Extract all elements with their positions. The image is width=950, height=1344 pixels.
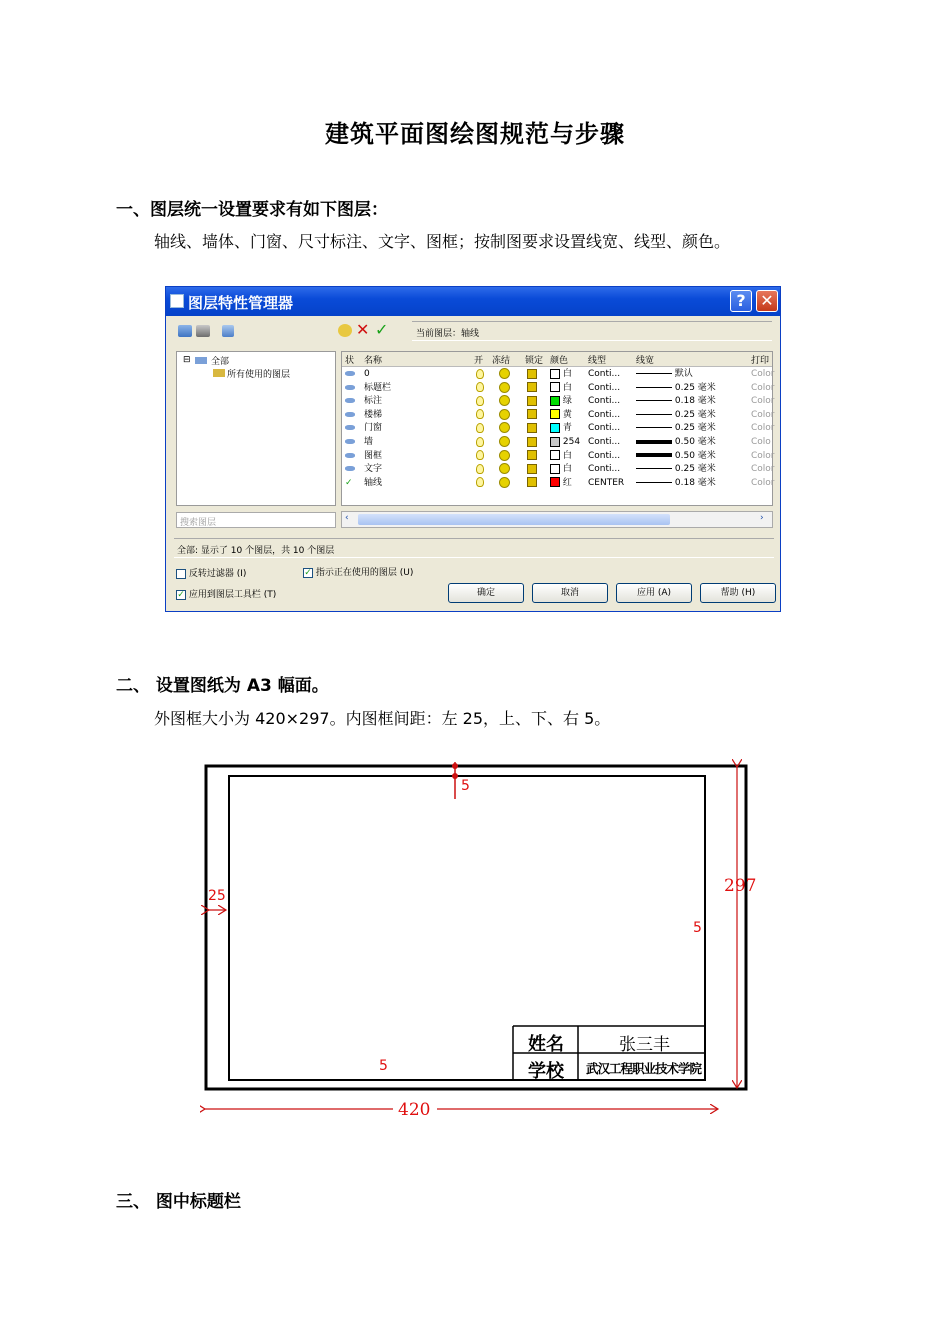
color-name: 绿 — [562, 396, 572, 407]
grid-cell — [345, 436, 355, 449]
lineweight-sample — [636, 482, 672, 483]
tb-school-value: 武汉工程职业技术学院 — [586, 1061, 702, 1076]
color-name: 黄 — [562, 409, 572, 420]
on-bulb-icon[interactable] — [476, 396, 484, 406]
apply-button[interactable]: 应用 (A) — [616, 583, 692, 603]
grid-cell — [751, 382, 775, 395]
grid-cell — [476, 477, 484, 490]
layer-name: 标注 — [364, 396, 383, 407]
show-used-checkbox[interactable] — [303, 565, 413, 578]
thaw-sun-icon[interactable] — [499, 409, 510, 420]
color-swatch[interactable] — [550, 464, 560, 474]
layer-row[interactable] — [342, 422, 774, 436]
thaw-sun-icon[interactable] — [499, 463, 510, 474]
grid-cell — [364, 368, 370, 381]
color-swatch[interactable] — [550, 437, 560, 447]
color-name: 254 — [562, 437, 581, 447]
on-bulb-icon[interactable] — [476, 382, 484, 392]
column-header-4[interactable]: 锁定 — [525, 356, 544, 366]
lineweight-sample — [636, 440, 672, 444]
color-swatch[interactable] — [550, 409, 560, 419]
column-header-2[interactable]: 开 — [474, 356, 484, 366]
linetype[interactable]: Conti... — [588, 423, 621, 434]
section3-heading: 三、 图中标题栏 — [116, 1192, 241, 1212]
linetype[interactable]: Conti... — [588, 382, 621, 393]
delete-layer-icon[interactable]: ✕ — [356, 320, 370, 339]
grid-cell — [364, 436, 373, 449]
new-group-filter-icon[interactable] — [196, 325, 210, 337]
linetype[interactable]: Conti... — [588, 450, 621, 461]
grid-cell — [636, 368, 693, 381]
lineweight[interactable]: 0.25 毫米 — [674, 409, 716, 420]
grid-cell — [364, 395, 382, 408]
lineweight-sample — [636, 427, 672, 428]
unlock-icon[interactable] — [527, 450, 537, 460]
color-swatch[interactable] — [550, 477, 560, 487]
current-layer-label: 当前图层：轴线 — [416, 329, 480, 339]
grid-cell — [364, 477, 382, 490]
grid-cell — [364, 463, 382, 476]
grid-cell — [364, 450, 382, 463]
color-name: 青 — [562, 423, 572, 434]
grid-cell — [588, 409, 620, 422]
grid-cell — [636, 395, 716, 408]
plot-style: Color — [751, 369, 775, 379]
app-icon — [170, 294, 184, 308]
column-header-3[interactable]: 冻结 — [492, 356, 511, 366]
tree-expander[interactable]: ⊟ — [183, 355, 191, 365]
lineweight[interactable]: 默认 — [674, 369, 693, 379]
state-manager-icon[interactable] — [222, 325, 234, 337]
grid-cell — [636, 436, 716, 449]
grid-cell — [751, 463, 775, 476]
grid-cell — [636, 463, 716, 476]
grid-cell — [499, 382, 510, 395]
tree-item-all[interactable]: 全部 — [211, 357, 230, 367]
apply-toolbar-box[interactable]: ✓ — [177, 589, 185, 600]
on-bulb-icon[interactable] — [476, 369, 484, 379]
grid-cell — [527, 463, 537, 476]
grid-cell — [499, 477, 510, 490]
layer-icon — [345, 453, 355, 458]
cancel-button[interactable]: 取消 — [532, 583, 608, 603]
grid-cell — [751, 395, 775, 408]
layer-row[interactable] — [342, 395, 774, 409]
section1-body: 轴线、墙体、门窗、尺寸标注、文字、图框；按制图要求设置线宽、线型、颜色。 — [154, 232, 731, 251]
grid-cell — [499, 422, 510, 435]
ok-button[interactable]: 确定 — [448, 583, 524, 603]
thaw-sun-icon[interactable] — [499, 436, 510, 447]
grid-cell — [476, 450, 484, 463]
grid-cell — [476, 395, 484, 408]
plot-style: Color — [751, 423, 775, 434]
grid-cell — [636, 422, 716, 435]
grid-cell — [345, 395, 355, 408]
grid-cell — [527, 477, 537, 490]
section1-heading: 一、图层统一设置要求有如下图层： — [116, 200, 388, 220]
new-layer-icon[interactable] — [338, 324, 352, 337]
apply-toolbar-checkbox[interactable] — [176, 587, 276, 600]
color-name: 白 — [562, 369, 572, 379]
layer-name: 轴线 — [364, 477, 383, 488]
invert-filter-checkbox[interactable] — [176, 566, 246, 579]
lineweight[interactable]: 0.18 毫米 — [674, 396, 716, 407]
invert-filter-label: 反转过滤器 (I) — [188, 569, 247, 579]
section2-heading: 二、 设置图纸为 A3 幅面。 — [116, 676, 329, 696]
close-button[interactable]: ✕ — [756, 290, 778, 312]
dim-right: 5 — [693, 920, 702, 936]
thaw-sun-icon[interactable] — [499, 368, 510, 379]
layer-name: 0 — [364, 369, 370, 379]
grid-cell — [751, 436, 771, 449]
tb-name-label: 姓名 — [528, 1034, 564, 1055]
grid-cell — [527, 368, 537, 381]
lineweight-sample — [636, 453, 672, 457]
lineweight-sample — [636, 414, 672, 415]
grid-cell — [499, 395, 510, 408]
layer-name: 门窗 — [364, 423, 383, 434]
layer-icon — [345, 439, 355, 444]
grid-cell — [345, 422, 355, 435]
grid-body — [342, 368, 775, 506]
grid-cell — [345, 368, 355, 381]
on-bulb-icon[interactable] — [476, 450, 484, 460]
layer-row[interactable] — [342, 382, 774, 396]
grid-cell — [476, 368, 484, 381]
plot-style: Color — [751, 396, 775, 407]
color-name: 红 — [562, 477, 572, 488]
grid-cell — [588, 395, 620, 408]
thaw-sun-icon[interactable] — [499, 422, 510, 433]
layer-name: 标题栏 — [364, 382, 392, 393]
grid-cell — [588, 382, 620, 395]
grid-cell — [345, 477, 353, 490]
layer-name: 文字 — [364, 464, 383, 475]
layer-name: 图框 — [364, 450, 383, 461]
on-bulb-icon[interactable] — [476, 437, 484, 447]
dim-width: 420 — [398, 1100, 431, 1120]
layer-icon — [345, 385, 355, 390]
grid-cell — [476, 463, 484, 476]
layer-row[interactable] — [342, 409, 774, 423]
linetype[interactable]: Conti... — [588, 369, 621, 379]
unlock-icon[interactable] — [527, 423, 537, 433]
grid-cell — [550, 436, 580, 449]
grid-cell — [499, 409, 510, 422]
grid-cell — [364, 382, 391, 395]
on-bulb-icon[interactable] — [476, 409, 484, 419]
color-swatch[interactable] — [550, 382, 560, 392]
grid-cell — [550, 382, 572, 395]
layer-name: 墙 — [364, 437, 374, 447]
filter-icon — [213, 369, 225, 377]
linetype[interactable]: Conti... — [588, 437, 621, 447]
unlock-icon[interactable] — [527, 382, 537, 392]
layer-row[interactable] — [342, 368, 774, 382]
thaw-sun-icon[interactable] — [499, 477, 510, 488]
linetype[interactable]: Conti... — [588, 409, 621, 420]
color-swatch[interactable] — [550, 450, 560, 460]
grid-cell — [364, 422, 382, 435]
status-text: 全部: 显示了 10 个图层，共 10 个图层 — [177, 546, 335, 556]
help-button[interactable]: ? — [730, 290, 752, 312]
grid-cell — [588, 450, 620, 463]
grid-cell — [751, 422, 775, 435]
tree-item-used[interactable]: 所有使用的图层 — [227, 370, 291, 380]
plot-style: Colo — [751, 437, 771, 447]
dim-bottom: 5 — [379, 1058, 388, 1074]
dialog-title-bar[interactable] — [166, 287, 780, 316]
lineweight[interactable]: 0.25 毫米 — [674, 382, 716, 393]
on-bulb-icon[interactable] — [476, 464, 484, 474]
layer-row[interactable] — [342, 477, 774, 491]
scroll-thumb[interactable] — [358, 514, 670, 525]
current-layer-bar — [412, 321, 772, 341]
plot-style: Color — [751, 409, 775, 420]
unlock-icon[interactable] — [527, 464, 537, 474]
linetype[interactable]: CENTER — [588, 477, 625, 488]
color-name: 白 — [562, 450, 572, 461]
horizontal-scrollbar[interactable] — [341, 511, 773, 528]
thaw-sun-icon[interactable] — [499, 382, 510, 393]
grid-cell — [550, 463, 572, 476]
lineweight-sample — [636, 400, 672, 401]
grid-cell — [499, 463, 510, 476]
grid-cell — [550, 422, 572, 435]
grid-cell — [345, 382, 355, 395]
grid-cell — [588, 422, 620, 435]
layer-name: 楼梯 — [364, 409, 383, 420]
layer-manager-dialog — [165, 286, 781, 612]
current-check-icon: ✓ — [345, 477, 353, 488]
dim-left: 25 — [208, 888, 226, 904]
grid-cell — [476, 409, 484, 422]
grid-cell — [499, 368, 510, 381]
scroll-right-icon[interactable]: › — [760, 513, 764, 523]
status-bar — [174, 538, 774, 558]
on-bulb-icon[interactable] — [476, 423, 484, 433]
layer-row[interactable] — [342, 450, 774, 464]
grid-cell — [550, 395, 572, 408]
unlock-icon[interactable] — [527, 369, 537, 379]
grid-cell — [476, 382, 484, 395]
grid-header — [342, 352, 772, 367]
layer-icon — [345, 412, 355, 417]
grid-cell — [527, 382, 537, 395]
scroll-left-icon[interactable]: ‹ — [345, 513, 349, 523]
column-header-1[interactable]: 名称 — [364, 356, 383, 366]
grid-cell — [550, 477, 572, 490]
grid-cell — [588, 368, 620, 381]
new-filter-icon[interactable] — [178, 325, 192, 337]
plot-style: Color — [751, 477, 775, 488]
grid-cell — [345, 463, 355, 476]
search-placeholder: 搜索图层 — [180, 518, 217, 528]
grid-cell — [345, 409, 355, 422]
grid-cell — [476, 422, 484, 435]
unlock-icon[interactable] — [527, 396, 537, 406]
grid-cell — [364, 409, 382, 422]
layer-row[interactable] — [342, 436, 774, 450]
lineweight-sample — [636, 387, 672, 388]
dialog-help-button[interactable]: 帮助 (H) — [700, 583, 776, 603]
plot-style: Color — [751, 464, 775, 475]
lineweight[interactable]: 0.25 毫米 — [674, 464, 716, 475]
search-layers-input[interactable] — [176, 512, 336, 528]
layer-icon — [345, 398, 355, 403]
column-header-6[interactable]: 线型 — [588, 356, 607, 366]
grid-cell — [550, 450, 572, 463]
grid-cell — [588, 477, 624, 490]
lineweight[interactable]: 0.50 毫米 — [674, 450, 716, 461]
grid-cell — [636, 382, 716, 395]
thaw-sun-icon[interactable] — [499, 450, 510, 461]
grid-cell — [345, 450, 355, 463]
grid-cell — [751, 477, 775, 490]
invert-filter-box[interactable] — [176, 569, 186, 579]
lineweight[interactable]: 0.18 毫米 — [674, 477, 716, 488]
grid-cell — [751, 450, 775, 463]
linetype[interactable]: Conti... — [588, 464, 621, 475]
tb-name-value: 张三丰 — [619, 1035, 670, 1055]
apply-toolbar-label: 应用到图层工具栏 (T) — [188, 590, 277, 600]
color-name: 白 — [562, 464, 572, 475]
top-dim-dot-2 — [452, 773, 458, 779]
layer-icon — [345, 371, 355, 376]
tb-school-label: 学校 — [528, 1061, 564, 1082]
grid-cell — [550, 409, 572, 422]
grid-cell — [527, 409, 537, 422]
column-header-7[interactable]: 线宽 — [636, 356, 655, 366]
plot-style: Color — [751, 450, 775, 461]
show-used-label: 指示正在使用的图层 (U) — [315, 568, 414, 578]
column-header-8[interactable]: 打印 — [751, 356, 770, 366]
color-swatch[interactable] — [550, 396, 560, 406]
linetype[interactable]: Conti... — [588, 396, 621, 407]
layer-row[interactable] — [342, 463, 774, 477]
plot-style: Color — [751, 382, 775, 393]
grid-cell — [636, 409, 716, 422]
a3-frame-drawing — [200, 758, 770, 1128]
lineweight[interactable]: 0.50 毫米 — [674, 437, 716, 447]
layer-grid — [341, 351, 773, 506]
grid-cell — [550, 368, 572, 381]
lineweight[interactable]: 0.25 毫米 — [674, 423, 716, 434]
grid-cell — [751, 368, 775, 381]
lineweight-sample — [636, 468, 672, 469]
color-swatch[interactable] — [550, 369, 560, 379]
grid-cell — [588, 436, 620, 449]
dialog-title: 图层特性管理器 — [188, 294, 294, 312]
grid-cell — [527, 450, 537, 463]
color-name: 白 — [562, 382, 572, 393]
thaw-sun-icon[interactable] — [499, 395, 510, 406]
grid-cell — [499, 450, 510, 463]
section2-body: 外图框大小为 420×297。内图框间距：左 25，上、下、右 5。 — [154, 709, 611, 728]
unlock-icon[interactable] — [527, 477, 537, 487]
layer-icon — [345, 466, 355, 471]
layers-icon — [195, 357, 207, 364]
color-swatch[interactable] — [550, 423, 560, 433]
column-header-0[interactable]: 状 — [345, 356, 355, 366]
lineweight-sample — [636, 373, 672, 374]
grid-cell — [588, 463, 620, 476]
filter-tree-panel — [176, 351, 336, 506]
grid-cell — [499, 436, 510, 449]
unlock-icon[interactable] — [527, 409, 537, 419]
dim-top: 5 — [461, 778, 470, 794]
grid-cell — [527, 436, 537, 449]
unlock-icon[interactable] — [527, 437, 537, 447]
grid-cell — [527, 395, 537, 408]
column-header-5[interactable]: 颜色 — [550, 356, 569, 366]
page-title: 建筑平面图绘图规范与步骤 — [325, 120, 625, 148]
grid-cell — [636, 477, 716, 490]
layer-icon — [345, 425, 355, 430]
show-used-box[interactable]: ✓ — [304, 567, 312, 578]
set-current-icon[interactable]: ✓ — [375, 320, 389, 339]
grid-cell — [751, 409, 775, 422]
on-bulb-icon[interactable] — [476, 477, 484, 487]
grid-cell — [527, 422, 537, 435]
dim-height: 297 — [724, 876, 757, 896]
grid-cell — [476, 436, 484, 449]
grid-cell — [636, 450, 716, 463]
top-dim-dot-1 — [452, 763, 458, 769]
